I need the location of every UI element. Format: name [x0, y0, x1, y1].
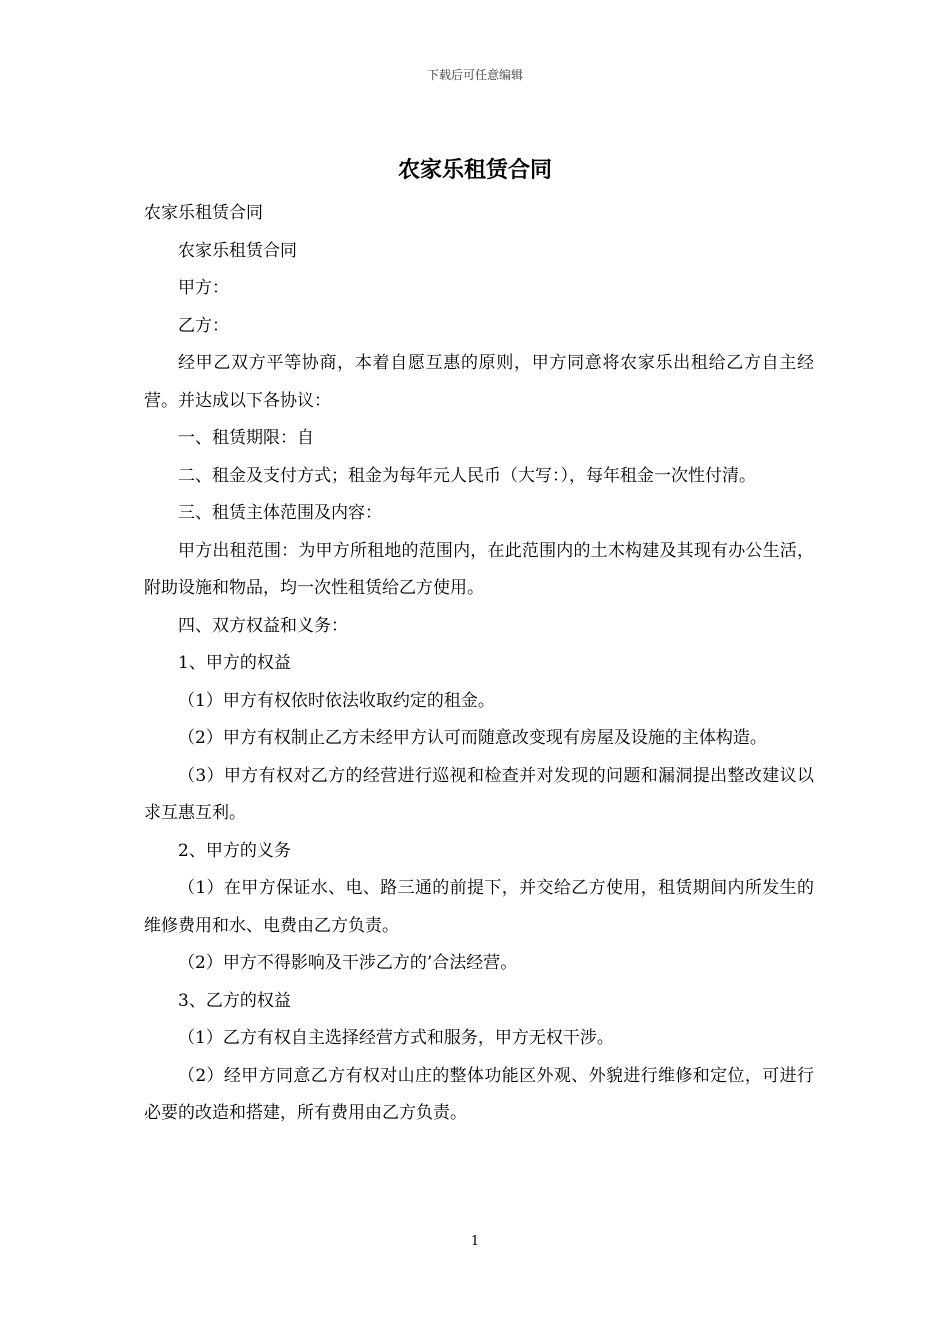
paragraph: 乙方： — [178, 315, 229, 336]
paragraph: （2）经甲方同意乙方有权对山庄的整体功能区外观、外貌进行维修和定位，可进行必要的改造和搭建，所有费用由乙方负责。 — [144, 1065, 814, 1123]
paragraph: 三、租赁主体范围及内容： — [178, 503, 382, 523]
paragraph: 农家乐租赁合同 — [178, 240, 297, 261]
paragraph: 经甲乙双方平等协商，本着自愿互惠的原则，甲方同意将农家乐出租给乙方自主经营。并达成以下各协议： — [144, 353, 814, 411]
paragraph: 农家乐租赁合同 — [144, 203, 263, 223]
paragraph: 一、租赁期限：自 — [178, 428, 314, 448]
paragraph: 二、租金及支付方式；租金为每年元人民币（大写：），每年租金一次性付清。 — [178, 465, 756, 486]
paragraph: 3、乙方的权益 — [178, 990, 291, 1011]
paragraph: （2）甲方有权制止乙方未经甲方认可而随意改变现有房屋及设施的主体构造。 — [178, 728, 767, 748]
paragraph: （1）在甲方保证水、电、路三通的前提下，并交给乙方使用，租赁期间内所发生的维修费用和水、电费由乙方负责。 — [144, 878, 814, 936]
paragraph: 2、甲方的义务 — [178, 840, 291, 861]
paragraph: （2）甲方不得影响及干涉乙方的’合法经营。 — [178, 953, 518, 973]
paragraph: 甲方： — [178, 278, 229, 298]
document-body — [144, 195, 814, 1133]
paragraph: 1、甲方的权益 — [178, 653, 291, 673]
paragraph: （3）甲方有权对乙方的经营进行巡视和检查并对发现的问题和漏洞提出整改建议以求互惠互利。 — [144, 765, 814, 823]
paragraph: 四、双方权益和义务： — [178, 615, 348, 636]
paragraph: 甲方出租范围：为甲方所租地的范围内，在此范围内的土木构建及其现有办公生活，附助设施和物品，均一次性租赁给乙方使用。 — [144, 540, 814, 598]
document-title: 农家乐租赁合同 — [397, 157, 552, 183]
paragraph: （1）甲方有权依时依法收取约定的租金。 — [178, 690, 495, 711]
page-number: 1 — [470, 1234, 480, 1249]
paragraph: （1）乙方有权自主选择经营方式和服务，甲方无权干涉。 — [178, 1028, 614, 1048]
header-note: 下载后可任意编辑 — [426, 68, 523, 82]
